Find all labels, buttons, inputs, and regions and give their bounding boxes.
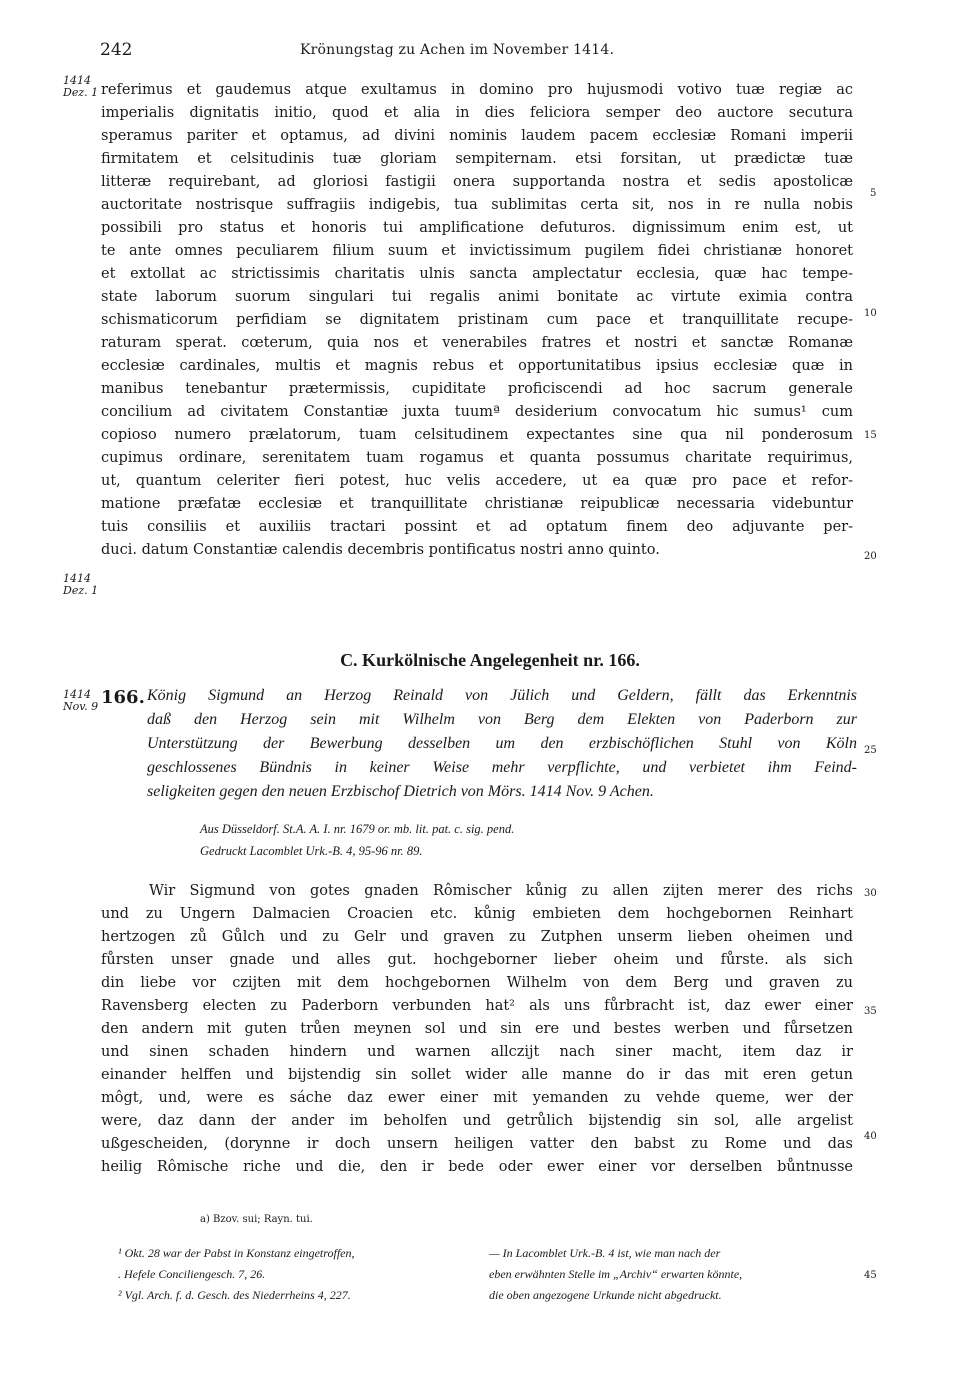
margin-date-year: 1414 [63, 688, 91, 701]
latin-text-block [101, 79, 853, 562]
footnote-line: — In Lacomblet Urk.-B. 4 ist, wie man nach der [489, 1246, 721, 1260]
footnote-line: ¹ Okt. 28 war der Pabst in Konstanz eingetroffen, [118, 1246, 355, 1260]
line-number: 20 [864, 551, 877, 562]
line-number: 35 [864, 1006, 877, 1017]
text-line: copioso numero prælatorum, tuam celsitudinem expectantes sine qua nil ponderosum [101, 427, 853, 443]
footnote-line: die oben angezogene Urkunde nicht abgedruckt. [489, 1288, 722, 1302]
document-number: 166. [101, 687, 145, 708]
text-line: ußgescheiden, (dorynne ir doch unsern heiligen vatter den babst zu Rome und das [101, 1136, 853, 1152]
text-line: raturam sperat. cœterum, quia nos et venerabiles fratres et nostri et sanctæ Romanæ [101, 335, 853, 351]
text-line: speramus pariter et optamus, ad divini nominis laudem pacem ecclesiæ Romani imperii [101, 128, 853, 144]
text-line: et extollat ac strictissimis charitatis ulnis sancta amplectatur ecclesia, quæ hac tempe- [101, 266, 853, 282]
text-line: ut, quantum celeriter fieri potest, huc velis accedere, ut ea quæ pro pace et refor- [101, 473, 853, 489]
footnote-line: eben erwähnten Stelle im „Archiv“ erwarten könnte, [489, 1267, 743, 1281]
text-line: auctoritate nostrisque suffragiis indigebis, tua sublimitas certa sit, nos in re nulla nobis [101, 197, 853, 213]
margin-date-top [63, 75, 98, 99]
summary-line: König Sigmund an Herzog Reinald von Jülich und Geldern, fällt das Erkenntnis [147, 687, 857, 704]
line-number: 10 [864, 308, 877, 319]
line-number: 45 [864, 1270, 877, 1281]
page-number: 242 [100, 40, 133, 60]
text-line: cupimus ordinare, serenitatem tuam rogamus et quanta possumus charitate requirimus, [101, 450, 853, 466]
line-number: 15 [864, 430, 877, 441]
text-line: heilig Rômische riche und die, den ir bede oder ewer einer vor derselben bůntnusse [101, 1159, 853, 1175]
summary-line: daß den Herzog sein mit Wilhelm von Berg dem Elekten von Paderborn zur [147, 711, 857, 728]
text-line: und sinen schaden hindern und warnen allczijt nach siner macht, item daz ir [101, 1044, 853, 1060]
text-line: state laborum suorum singulari tui regalis animi bonitate ac virtute eximia contra [101, 289, 853, 305]
summary-line: geschlossenes Bündnis in keiner Weise mehr verpflichte, und verbietet ihm Feind- [147, 759, 857, 776]
text-line: concilium ad civitatem Constantiæ juxta tuumª desiderium convocatum hic sumus¹ cum [101, 404, 853, 420]
text-line: fůrsten unser gnade und alles gut. hochgeborner lieber oheim und fůrste. als sich [101, 952, 853, 968]
text-line: tuis consiliis et auxiliis tractari possint et ad optatum finem deo adjuvante per- [101, 519, 853, 535]
text-line: ecclesiæ cardinales, multis et magnis rebus et opportunitatibus ipsius ecclesiæ quæ in [101, 358, 853, 374]
text-line: din liebe vor czijten mit dem hochgebornen Wilhelm von dem Berg und graven zu [101, 975, 853, 991]
text-line: litteræ requirebant, ad gloriosi fastigii onera supportanda nostra et sedis apostolicæ [101, 174, 853, 190]
text-line: were, daz dann der ander im beholfen und getrůlich bijstendig sin sol, alle argelist [101, 1113, 853, 1129]
line-number: 5 [870, 188, 877, 199]
apparatus-note: a) Bzov. sui; Rayn. tui. [200, 1214, 313, 1225]
footnote-line: ² Vgl. Arch. f. d. Gesch. des Niederrheins 4, 227. [118, 1288, 351, 1302]
line-number: 25 [864, 745, 877, 756]
text-line: Ravensberg electen zu Paderborn verbunden hat² als uns fůrbracht ist, daz ewer einer [101, 998, 853, 1014]
margin-date-day: Dez. 1 [63, 86, 99, 99]
section-title: C. Kurkölnische Angelegenheit nr. 166. [340, 650, 640, 670]
summary-line: seligkeiten gegen den neuen Erzbischof Dietrich von Mörs. 1414 Nov. 9 Achen. [147, 783, 654, 800]
text-line: schismaticorum perfidiam se dignitatem pristinam cum pace et tranquillitate recupe- [101, 312, 853, 328]
footnote-line: . Hefele Conciliengesch. 7, 26. [118, 1267, 266, 1281]
text-line: firmitatem et celsitudinis tuæ gloriam sempiternam. etsi forsitan, ut prædictæ tuæ [101, 151, 853, 167]
line-number: 30 [864, 888, 877, 899]
margin-date-day: Dez. 1 [63, 584, 99, 597]
text-line: und zu Ungern Dalmacien Croacien etc. kůnig embieten dem hochgebornen Reinhart [101, 906, 853, 922]
text-line: te ante omnes peculiarem filium suum et invictissimum pugilem fidei christianæ honoret [101, 243, 853, 259]
line-number: 40 [864, 1131, 877, 1142]
margin-date-year: 1414 [63, 74, 91, 87]
margin-date-year: 1414 [63, 572, 91, 585]
source-line: Gedruckt Lacomblet Urk.-B. 4, 95-96 nr. 89. [200, 844, 423, 858]
text-line: matione præfatæ ecclesiæ et tranquillitate christianæ reipublicæ necessaria videbuntur [101, 496, 853, 512]
text-line: possibili pro status et honoris tui amplificatione defuturos. dignissimum enim est, ut [101, 220, 853, 236]
text-line: imperialis dignitatis initio, quod et alia in dies feliciora semper deo auctore secutura [101, 105, 853, 121]
german-text-block [101, 880, 853, 1179]
text-line: Wir Sigmund von gotes gnaden Rômischer kůnig zu allen zijten merer des richs [149, 883, 853, 899]
text-line: manibus tenebantur prætermissis, cupiditate proficiscendi ad hoc sacrum generale [101, 381, 853, 397]
text-line: referimus et gaudemus atque exultamus in domino pro hujusmodi votivo tuæ regiæ ac [101, 82, 853, 98]
source-line: Aus Düsseldorf. St.A. A. I. nr. 1679 or. mb. lit. pat. c. sig. pend. [200, 822, 515, 836]
text-line: môgt, und, were es sáche daz ewer einer mit yemanden zu vehde queme, wer der [101, 1090, 853, 1106]
running-title: Krönungstag zu Achen im November 1414. [300, 42, 615, 58]
text-line: duci. datum Constantiæ calendis decembris pontificatus nostri anno quinto. [101, 542, 660, 558]
summary-line: Unterstützung der Bewerbung desselben um den erzbischöflichen Stuhl von Köln [147, 735, 857, 752]
margin-date-bottom [63, 573, 98, 597]
margin-date-doc [63, 689, 98, 713]
text-line: hertzogen zů Gůlch und zu Gelr und graven zu Zutphen unserm lieben oheimen und [101, 929, 853, 945]
margin-date-day: Nov. 9 [63, 700, 99, 713]
text-line: den andern mit guten trůen meynen sol und sin ere und bestes werben und fůrsetzen [101, 1021, 853, 1037]
document-summary [147, 684, 857, 804]
text-line: einander helffen und bijstendig sin sollet wider alle manne do ir das mit eren getun [101, 1067, 853, 1083]
